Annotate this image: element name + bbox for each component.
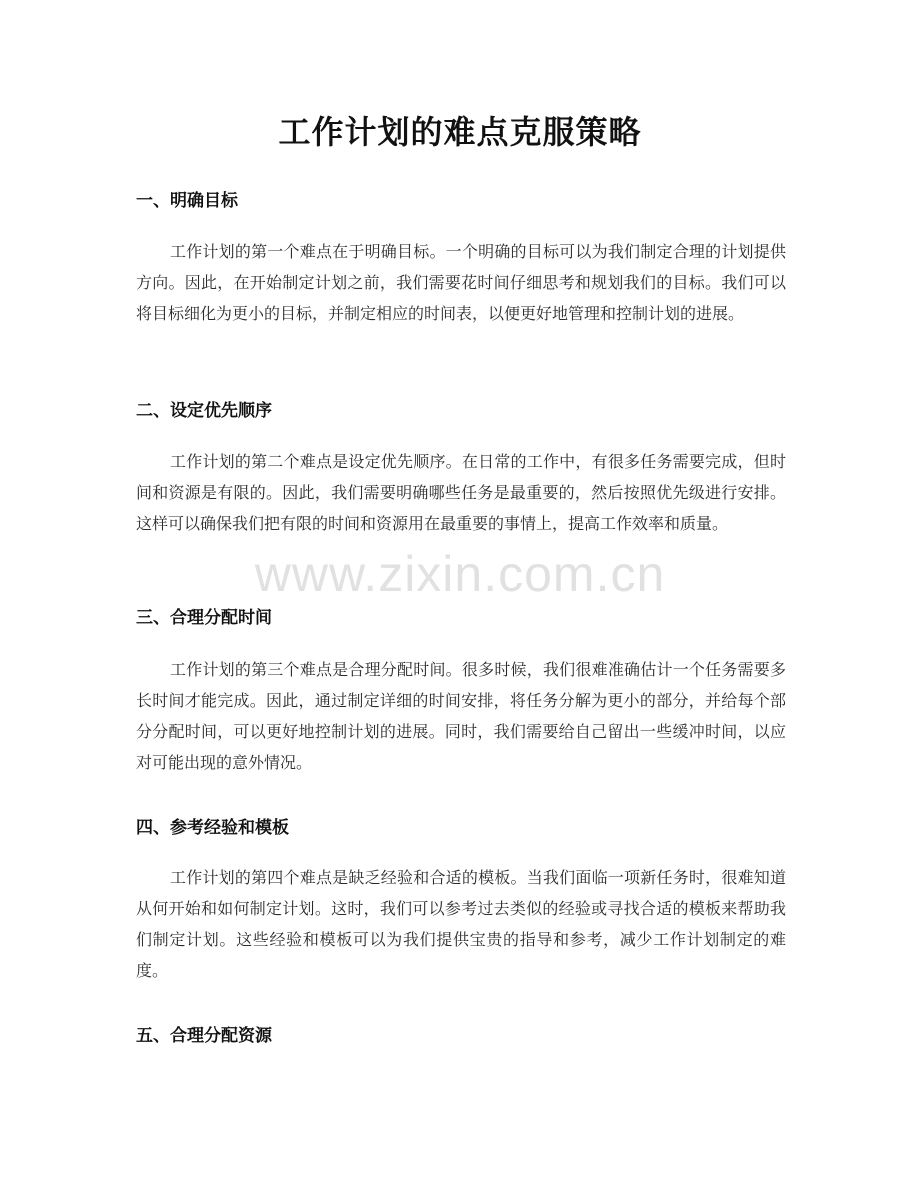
section-body-2: 工作计划的第二个难点是设定优先顺序。在日常的工作中，有很多任务需要完成，但时间和资源是有限的。因此，我们需要明确哪些任务是最重要的，然后按照优先级进行安排。这样可以确保我们把有限的时间和资源用在最重要的事情上，提高工作效率和质量。 [136,452,786,533]
section-heading-5: 五、合理分配资源 [136,1026,272,1046]
section-heading-4: 四、参考经验和模板 [136,818,289,838]
section-heading-3: 三、合理分配时间 [136,608,272,628]
section-heading-1: 一、明确目标 [136,191,238,211]
section-heading-2: 二、设定优先顺序 [136,401,272,421]
document-title: 工作计划的难点克服策略 [278,113,642,151]
section-body-4: 工作计划的第四个难点是缺乏经验和合适的模板。当我们面临一项新任务时，很难知道从何开始和如何制定计划。这时，我们可以参考过去类似的经验或寻找合适的模板来帮助我们制定计划。这些经验和模板可以为我们提供宝贵的指导和参考，减少工作计划制定的难度。 [136,868,786,980]
section-body-3: 工作计划的第三个难点是合理分配时间。很多时候，我们很难准确估计一个任务需要多长时间才能完成。因此，通过制定详细的时间安排，将任务分解为更小的部分，并给每个部分分配时间，可以更好地控制计划的进展。同时，我们需要给自己留出一些缓冲时间，以应对可能出现的意外情况。 [136,660,786,772]
section-body-1: 工作计划的第一个难点在于明确目标。一个明确的目标可以为我们制定合理的计划提供方向。因此，在开始制定计划之前，我们需要花时间仔细思考和规划我们的目标。我们可以将目标细化为更小的目标，并制定相应的时间表，以便更好地管理和控制计划的进展。 [136,242,786,323]
watermark-text: www.zixin.com.cn [254,546,666,602]
